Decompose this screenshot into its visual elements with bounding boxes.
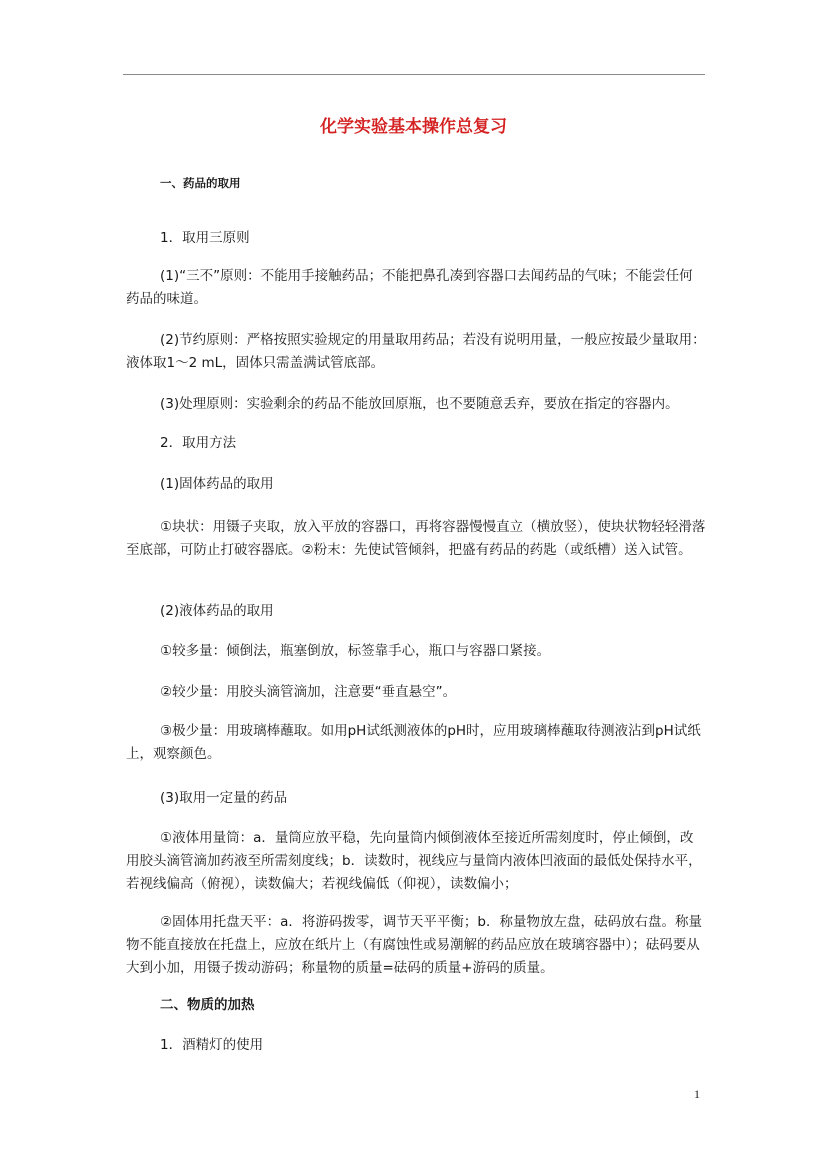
paragraph-liquid-tiny: ③极少量：用玻璃棒蘸取。如用pH试纸测液体的pH时，应用玻璃棒蘸取待测液沾到pH试纸上，观察颜色。 (126, 723, 701, 762)
paragraph-jieyue: (2)节约原则：严格按照实验规定的用量取用药品；若没有说明用量，一般应按最少量取用：液体取1～2 mL，固体只需盖满试管底部。 (126, 332, 706, 371)
subheading-liquid: (2)液体药品的取用 (160, 603, 274, 619)
subheading-1-1: 1．取用三原则 (160, 230, 250, 246)
page-number: 1 (694, 1087, 700, 1101)
subheading-quantity: (3)取用一定量的药品 (160, 790, 288, 806)
paragraph-balance: ②固体用托盘天平：a．将游码拨零，调节天平平衡；b．称量物放左盘，砝码放右盘。称量物不能直接放在托盘上，应放在纸片上（有腐蚀性或易潮解的药品应放在玻璃容器中）；砝码要从大到小加，用镊子拨动游码；称量物的质量=砝码的质量+游码的质量。 (126, 914, 702, 976)
paragraph-graduated-cylinder: ①液体用量筒：a．量筒应放平稳，先向量筒内倾倒液体至接近所需刻度时，停止倾倒，改用胶头滴管滴加药液至所需刻度线；b．读数时，视线应与量筒内液体凹液面的最低处保持水平，若视线偏高（俯视），读数偏大；若视线偏低（仰视），读数偏小； (126, 830, 702, 892)
subheading-1-2: 2．取用方法 (160, 435, 237, 451)
subheading-solid: (1)固体药品的取用 (160, 476, 274, 492)
subheading-2-1: 1．酒精灯的使用 (160, 1037, 264, 1053)
section-heading-1: 一、药品的取用 (160, 176, 241, 190)
paragraph-san-bu: (1)“三不”原则：不能用手接触药品；不能把鼻孔凑到容器口去闻药品的气味；不能尝任何药品的味道。 (126, 268, 693, 307)
paragraph-chuli: (3)处理原则：实验剩余的药品不能放回原瓶，也不要随意丢弃，要放在指定的容器内。 (160, 396, 679, 412)
paragraph-liquid-small: ②较少量：用胶头滴管滴加，注意要“垂直悬空”。 (160, 684, 457, 700)
paragraph-liquid-large: ①较多量：倾倒法，瓶塞倒放，标签靠手心，瓶口与容器口紧接。 (160, 643, 551, 659)
section-heading-2: 二、物质的加热 (160, 997, 255, 1013)
header-rule (123, 74, 705, 75)
document-title: 化学实验基本操作总复习 (320, 117, 507, 137)
paragraph-solid: ①块状：用镊子夹取，放入平放的容器口，再将容器慢慢直立（横放竖），使块状物轻轻滑落至底部，可防止打破容器底。②粉末：先使试管倾斜，把盛有药品的药匙（或纸槽）送入试管。 (126, 519, 706, 558)
